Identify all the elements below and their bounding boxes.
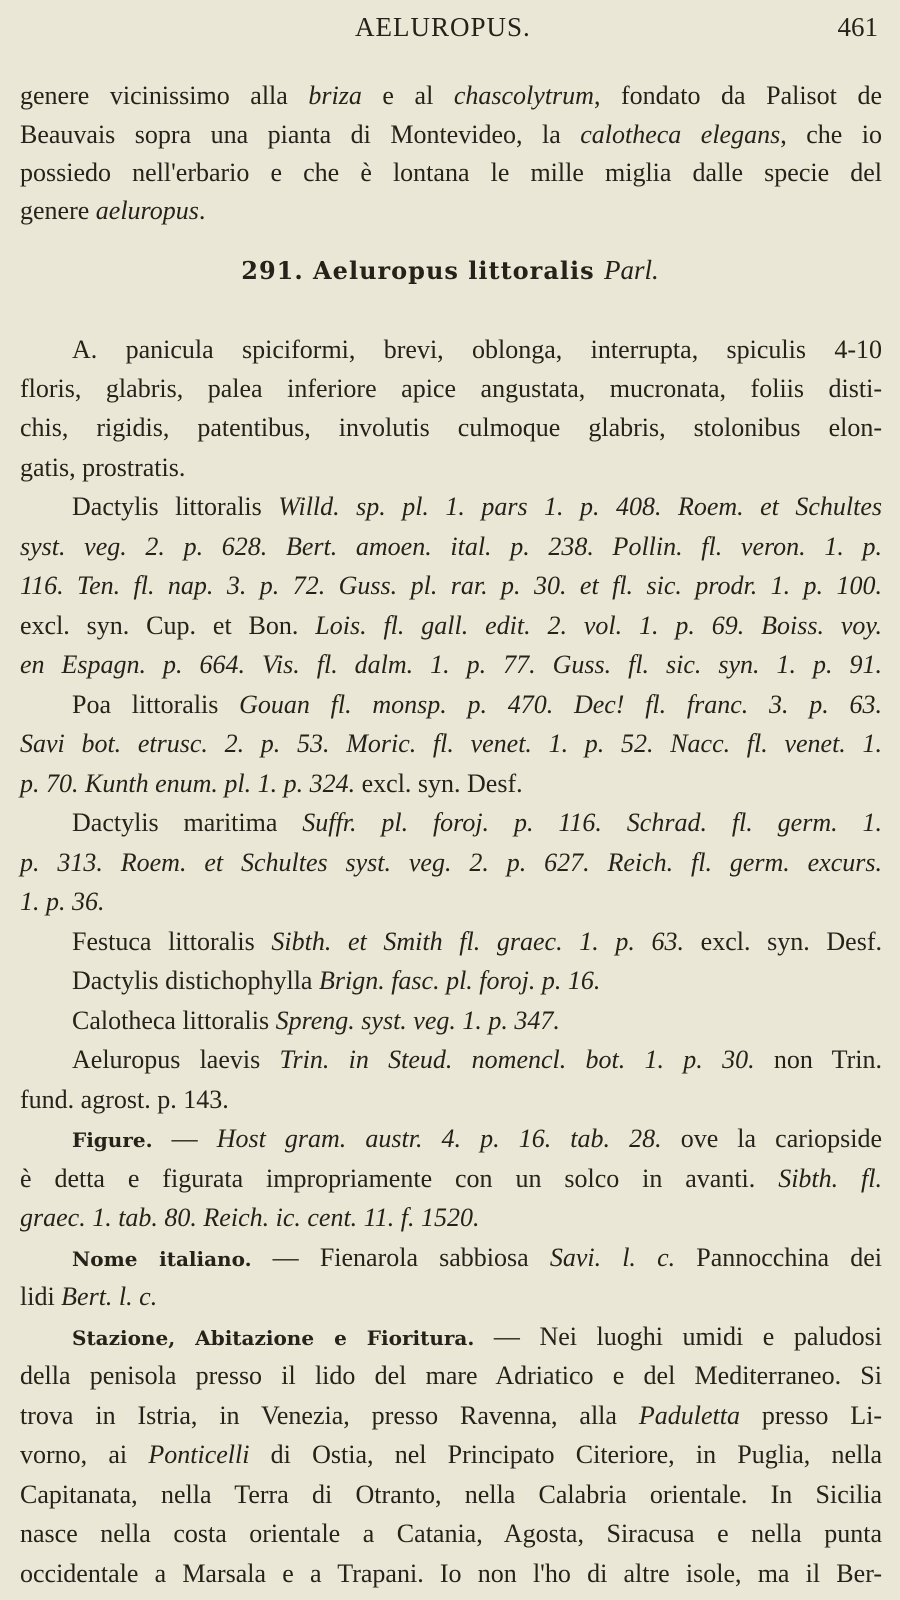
- text-line: [20, 728, 882, 760]
- italic-citation: chascolytrum: [453, 81, 594, 110]
- italic-citation: Host gram. austr. 4. p. 16. tab. 28.: [216, 1124, 662, 1153]
- page-number: 461: [837, 12, 878, 42]
- text-run: excl. syn. Cup. et Bon.: [20, 611, 316, 640]
- text-run: , fondato da Palisot de: [593, 81, 882, 110]
- italic-citation: Bert. l. c.: [61, 1282, 158, 1311]
- italic-citation: Ponticelli: [148, 1440, 250, 1469]
- text-run: .: [198, 196, 206, 225]
- italic-citation: Savi bot. etrusc. 2. p. 53. Moric. fl. venet. 1. p. 52. Nacc. fl. venet. 1.: [20, 729, 882, 758]
- text-run: fund. agrost. p. 143.: [20, 1085, 229, 1114]
- italic-citation: Sibth. et Smith fl. graec. 1. p. 63.: [271, 927, 685, 956]
- text-run: Beauvais sopra una pianta di Montevideo, la: [20, 120, 581, 149]
- text-run: — Nei luoghi umidi e paludosi: [474, 1322, 882, 1351]
- text-run: occidentale a Marsala e a Trapani. Io non l'ho di altre isole, ma il Ber-: [20, 1559, 882, 1588]
- text-line: [20, 452, 882, 484]
- text-line: [20, 610, 882, 642]
- text-line: [20, 768, 882, 800]
- text-run: di Ostia, nel Principato Citeriore, in Puglia, nella: [249, 1440, 882, 1469]
- text-line: [20, 649, 882, 681]
- bold-label: Nome italiano.: [72, 1247, 252, 1271]
- text-line: [72, 1123, 882, 1156]
- text-line: [20, 847, 882, 879]
- text-line: [20, 1439, 882, 1471]
- text-run: Calotheca littoralis: [72, 1006, 276, 1035]
- text-line: [20, 195, 882, 227]
- text-line: [20, 1400, 882, 1432]
- text-line: [20, 373, 882, 405]
- italic-citation: 1. p. 36.: [20, 887, 105, 916]
- text-line: [20, 1163, 882, 1195]
- text-line: [72, 1044, 882, 1076]
- text-line: [20, 1360, 882, 1392]
- text-run: , che io: [780, 120, 882, 149]
- text-line: [20, 157, 882, 189]
- text-run: chis, rigidis, patentibus, involutis culmoque glabris, stolonibus elon-: [20, 413, 882, 442]
- italic-citation: Paduletta: [638, 1401, 740, 1430]
- text-line: [20, 80, 882, 112]
- text-line: [72, 1005, 882, 1037]
- text-run: genere vicinissimo alla: [20, 81, 309, 110]
- text-run: —: [152, 1124, 217, 1153]
- bold-label: Stazione, Abitazione e Fioritura.: [72, 1326, 475, 1350]
- bold-label: 291. Aeluropus littoralis: [241, 256, 604, 285]
- italic-citation: p. 70. Kunth enum. pl. 1. p. 324.: [20, 769, 356, 798]
- running-header-title: AELUROPUS.: [355, 12, 531, 42]
- text-run: genere: [20, 196, 96, 225]
- text-line: [72, 926, 882, 958]
- text-run: excl. syn. Desf.: [355, 769, 523, 798]
- italic-citation: p. 313. Roem. et Schultes syst. veg. 2. p. 627. Reich. fl. germ. excurs.: [20, 848, 882, 877]
- text-run: Capitanata, nella Terra di Otranto, nella Calabria orientale. In Sicilia: [20, 1480, 882, 1509]
- italic-citation: calotheca elegans: [580, 120, 781, 149]
- text-line: [20, 119, 882, 151]
- text-run: Dactylis distichophylla: [72, 966, 319, 995]
- text-line: [20, 531, 882, 563]
- text-run: Dactylis littoralis: [72, 492, 279, 521]
- text-run: floris, glabris, palea inferiore apice angustata, mucronata, foliis disti-: [20, 374, 882, 403]
- text-line: [72, 807, 882, 839]
- italic-citation: 116. Ten. fl. nap. 3. p. 72. Guss. pl. rar. p. 30. et fl. sic. prodr. 1. p. 100.: [20, 571, 882, 600]
- italic-citation: Spreng. syst. veg. 1. p. 347.: [275, 1006, 560, 1035]
- italic-citation: Sibth. fl.: [778, 1164, 882, 1193]
- text-run: Aeluropus laevis: [72, 1045, 280, 1074]
- section-heading: [0, 254, 900, 287]
- text-run: vorno, ai: [20, 1440, 149, 1469]
- italic-citation: syst. veg. 2. p. 628. Bert. amoen. ital. p. 238. Pollin. fl. veron. 1. p.: [20, 532, 882, 561]
- text-line: [20, 1479, 882, 1511]
- italic-citation: Brign. fasc. pl. foroj. p. 16.: [318, 966, 601, 995]
- text-run: ove la cariopside: [661, 1124, 882, 1153]
- italic-citation: Parl.: [603, 255, 659, 285]
- italic-citation: aeluropus: [95, 196, 199, 225]
- text-run: lidi: [20, 1282, 62, 1311]
- text-line: [72, 491, 882, 523]
- italic-citation: Lois. fl. gall. edit. 2. vol. 1. p. 69. Boiss. voy.: [315, 611, 882, 640]
- text-run: possiedo nell'erbario e che è lontana le mille miglia dalle specie del: [20, 158, 882, 187]
- text-run: — Fienarola sabbiosa: [251, 1243, 550, 1272]
- text-line: [72, 1321, 882, 1354]
- text-run: presso Li-: [739, 1401, 883, 1430]
- text-line: [20, 1084, 882, 1116]
- text-run: e al: [361, 81, 454, 110]
- text-line: [72, 689, 882, 721]
- text-line: [20, 1558, 882, 1590]
- text-line: [72, 1242, 882, 1275]
- italic-citation: Suffr. pl. foroj. p. 116. Schrad. fl. germ. 1.: [302, 808, 882, 837]
- italic-citation: briza: [308, 81, 362, 110]
- text-line: [20, 1202, 882, 1234]
- text-line: [20, 1281, 882, 1313]
- text-run: excl. syn. Desf.: [684, 927, 882, 956]
- italic-citation: Trin. in Steud. nomencl. bot. 1. p. 30.: [279, 1045, 755, 1074]
- text-run: non Trin.: [754, 1045, 882, 1074]
- text-run: gatis, prostratis.: [20, 453, 186, 482]
- bold-label: Figure.: [72, 1128, 153, 1152]
- text-run: A. panicula spiciformi, brevi, oblonga, interrupta, spiculis 4-10: [72, 335, 882, 364]
- italic-citation: Gouan fl. monsp. p. 470. Dec! fl. franc. 3. p. 63.: [239, 690, 882, 719]
- text-line: [20, 886, 882, 918]
- italic-citation: en Espagn. p. 664. Vis. fl. dalm. 1. p. 77. Guss. fl. sic. syn. 1. p. 91.: [20, 650, 882, 679]
- text-run: è detta e figurata impropriamente con un solco in avanti.: [20, 1164, 779, 1193]
- text-line: [72, 334, 882, 366]
- italic-citation: Savi. l. c.: [549, 1243, 676, 1272]
- text-run: Dactylis maritima: [72, 808, 303, 837]
- text-run: della penisola presso il lido del mare Adriatico e del Mediterraneo. Si: [20, 1361, 882, 1390]
- text-line: [20, 570, 882, 602]
- text-run: Poa littoralis: [72, 690, 240, 719]
- italic-citation: graec. 1. tab. 80. Reich. ic. cent. 11. f. 1520.: [20, 1203, 480, 1232]
- text-line: [20, 412, 882, 444]
- text-line: [72, 965, 882, 997]
- text-run: Pannocchina dei: [675, 1243, 882, 1272]
- text-run: trova in Istria, in Venezia, presso Ravenna, alla: [20, 1401, 639, 1430]
- text-run: Festuca littoralis: [72, 927, 272, 956]
- italic-citation: Willd. sp. pl. 1. pars 1. p. 408. Roem. et Schultes: [278, 492, 882, 521]
- text-run: nasce nella costa orientale a Catania, Agosta, Siracusa e nella punta: [20, 1519, 882, 1548]
- text-line: [20, 1518, 882, 1550]
